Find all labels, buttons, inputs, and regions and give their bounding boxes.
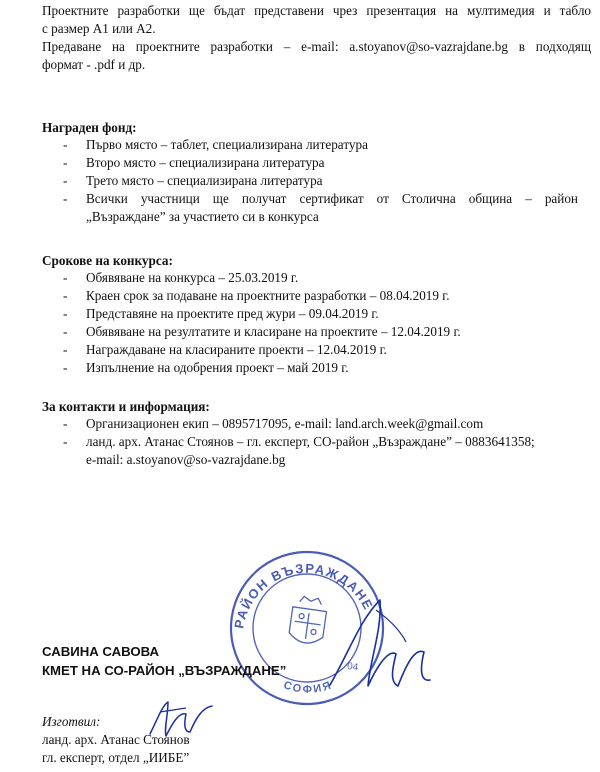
bullet: - [63,137,68,152]
bullet: - [63,288,68,303]
prepared-name: ланд. арх. Атанас Стоянов [42,732,190,747]
signature-icon [320,590,440,700]
bullet: - [63,434,68,449]
bullet: - [63,324,68,339]
prepared-label: Изготвил: [42,714,101,729]
deadline-item-5: Награждаване на класираните проекти – 12.04.2019 г. [86,342,387,357]
stamp-number: 04 [346,661,359,674]
deadlines-heading: Срокове на конкурса: [42,253,173,268]
stamp-city: СОФИЯ [281,679,335,696]
intro-line-3: Предаване на проектните разработки – e-mail: a.stoyanov@so-vazrajdane.bg в подходящ [42,39,591,54]
prize-item-4: Всички участници ще получат сертификат от Столична община – район [86,191,578,206]
contact-item-1: Организационен екип – 0895717095, e-mail: land.arch.week@gmail.com [86,416,484,431]
intro-line-1: Проектните разработки ще бъдат представени чрез презентация на мултимедия и табло [42,3,591,18]
intro-line-4: формат - .pdf и др. [42,57,146,72]
prize-item-1: Първо място – таблет, специализирана литература [86,137,368,152]
bullet: - [63,155,68,170]
intro-line-2: с размер А1 или А2. [42,21,156,36]
prepared-position: гл. експерт, отдел „ИИБЕ” [42,750,190,765]
deadline-item-6: Изпълнение на одобрения проект – май 2019 г. [86,360,349,375]
stamp-text: РАЙОН ВЪЗРАЖДАНЕ [231,560,377,630]
prizes-heading: Награден фонд: [42,120,137,135]
deadline-item-1: Обявяване на конкурса – 25.03.2019 г. [86,270,299,285]
signatory-title: КМЕТ НА СО-РАЙОН „ВЪЗРАЖДАНЕ” [42,663,287,678]
contact-item-2-cont: e-mail: a.stoyanov@so-vazrajdane.bg [86,452,286,467]
prize-item-2: Второ място – специализирана литература [86,155,325,170]
deadline-item-4: Обявяване на резултатите и класиране на проектите – 12.04.2019 г. [86,324,461,339]
prize-item-4-cont: „Възраждане” за участието си в конкурса [86,209,319,224]
bullet: - [63,342,68,357]
signatory-name: САВИНА САВОВА [42,644,159,659]
contacts-heading: За контакти и информация: [42,399,210,414]
deadline-item-3: Представяне на проектите пред жури – 09.04.2019 г. [86,306,379,321]
bullet: - [63,270,68,285]
bullet: - [63,360,68,375]
deadline-item-2: Краен срок за подаване на проектните разработки – 08.04.2019 г. [86,288,450,303]
prize-item-3: Трето място – специализирана литература [86,173,323,188]
bullet: - [63,191,68,206]
initials-signature-icon [146,698,216,740]
bullet: - [63,306,68,321]
bullet: - [63,173,68,188]
contact-item-2: ланд. арх. Атанас Стоянов – гл. експерт, СО-район „Възраждане” – 0883641358; [86,434,535,449]
bullet: - [63,416,68,431]
